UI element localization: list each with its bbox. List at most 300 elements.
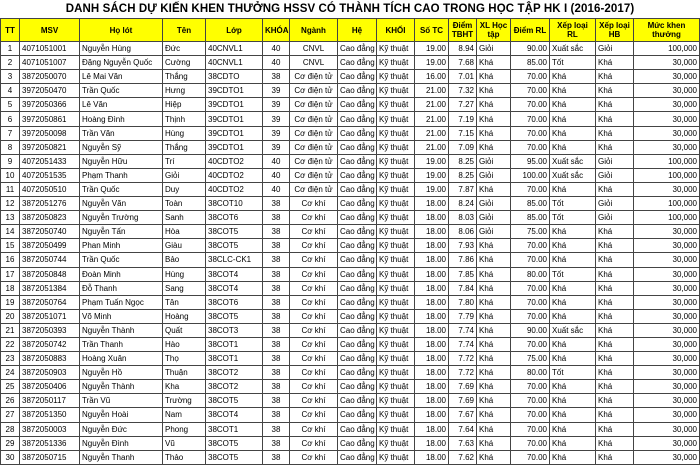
cell-diem-rl: 70.00 xyxy=(511,450,550,464)
cell-khoa: 38 xyxy=(263,70,290,84)
table-row xyxy=(1,267,700,281)
cell-diem-tbht: 8.25 xyxy=(449,168,477,182)
cell-so-tc: 18.00 xyxy=(415,211,449,225)
award-table xyxy=(0,18,700,465)
cell-khoa: 38 xyxy=(263,408,290,422)
cell-khoa: 38 xyxy=(263,323,290,337)
cell-ho-lot: Nguyễn Tấn xyxy=(80,225,163,239)
cell-tt: 18 xyxy=(1,281,20,295)
cell-khoi: Kỹ thuật xyxy=(377,112,415,126)
cell-tt: 24 xyxy=(1,366,20,380)
cell-xep-loai-hb: Khá xyxy=(596,408,634,422)
cell-tt: 29 xyxy=(1,436,20,450)
cell-msv: 3872050070 xyxy=(20,70,80,84)
cell-lop: 38COT2 xyxy=(206,366,263,380)
col-header-ten: Tên xyxy=(163,19,206,42)
cell-tt: 6 xyxy=(1,112,20,126)
cell-lop: 38COT4 xyxy=(206,281,263,295)
cell-xep-loai-rl: Khá xyxy=(550,182,596,196)
cell-khoi: Kỹ thuật xyxy=(377,380,415,394)
cell-diem-rl: 70.00 xyxy=(511,140,550,154)
cell-khoi: Kỹ thuật xyxy=(377,154,415,168)
col-header-nganh: Ngành xyxy=(290,19,338,42)
cell-tt: 9 xyxy=(1,154,20,168)
cell-tt: 26 xyxy=(1,394,20,408)
cell-ten: Vũ xyxy=(163,436,206,450)
cell-khoi: Kỹ thuật xyxy=(377,182,415,196)
table-row xyxy=(1,380,700,394)
cell-diem-rl: 70.00 xyxy=(511,126,550,140)
cell-khoa: 38 xyxy=(263,436,290,450)
cell-khoa: 40 xyxy=(263,42,290,56)
cell-nganh: Cơ khí xyxy=(290,253,338,267)
cell-diem-tbht: 7.69 xyxy=(449,380,477,394)
cell-msv: 3872051384 xyxy=(20,281,80,295)
cell-diem-tbht: 7.85 xyxy=(449,267,477,281)
cell-xep-loai-rl: Khá xyxy=(550,239,596,253)
cell-msv: 3872051276 xyxy=(20,197,80,211)
cell-xep-loai-rl: Khá xyxy=(550,352,596,366)
cell-diem-rl: 70.00 xyxy=(511,394,550,408)
cell-xep-loai-hb: Giỏi xyxy=(596,154,634,168)
cell-xep-loai-hb: Khá xyxy=(596,309,634,323)
cell-diem-rl: 70.00 xyxy=(511,182,550,196)
cell-he: Cao đẳng xyxy=(338,42,377,56)
cell-tt: 23 xyxy=(1,352,20,366)
cell-muc-khen-thuong: 100,000 xyxy=(634,42,700,56)
cell-so-tc: 18.00 xyxy=(415,408,449,422)
cell-muc-khen-thuong: 30,000 xyxy=(634,394,700,408)
table-row xyxy=(1,323,700,337)
cell-khoi: Kỹ thuật xyxy=(377,126,415,140)
cell-khoi: Kỹ thuật xyxy=(377,239,415,253)
cell-xl-hoc-tap: Khá xyxy=(477,422,511,436)
cell-muc-khen-thuong: 30,000 xyxy=(634,422,700,436)
cell-muc-khen-thuong: 30,000 xyxy=(634,70,700,84)
cell-lop: 39CDTO1 xyxy=(206,140,263,154)
cell-diem-tbht: 8.24 xyxy=(449,197,477,211)
cell-xl-hoc-tap: Khá xyxy=(477,323,511,337)
cell-diem-rl: 70.00 xyxy=(511,422,550,436)
table-row xyxy=(1,366,700,380)
cell-khoa: 38 xyxy=(263,309,290,323)
table-row xyxy=(1,450,700,464)
cell-ho-lot: Phạm Tuấn Ngọc xyxy=(80,295,163,309)
cell-khoa: 38 xyxy=(263,239,290,253)
col-header-diem-tbht: Điểm TBHT xyxy=(449,19,477,42)
cell-so-tc: 18.00 xyxy=(415,281,449,295)
cell-diem-tbht: 8.94 xyxy=(449,42,477,56)
cell-xl-hoc-tap: Giỏi xyxy=(477,42,511,56)
cell-ho-lot: Nguyễn Văn xyxy=(80,197,163,211)
cell-ho-lot: Trần Thanh xyxy=(80,337,163,351)
cell-nganh: Cơ điện tử xyxy=(290,112,338,126)
cell-lop: 40CDTO2 xyxy=(206,182,263,196)
cell-diem-tbht: 7.80 xyxy=(449,295,477,309)
cell-xl-hoc-tap: Khá xyxy=(477,70,511,84)
cell-xep-loai-rl: Khá xyxy=(550,380,596,394)
cell-msv: 3872051071 xyxy=(20,309,80,323)
cell-xep-loai-hb: Khá xyxy=(596,253,634,267)
cell-lop: 38COT2 xyxy=(206,380,263,394)
cell-tt: 21 xyxy=(1,323,20,337)
cell-xep-loai-rl: Khá xyxy=(550,436,596,450)
cell-ho-lot: Đặng Nguyễn Quốc xyxy=(80,56,163,70)
cell-xep-loai-rl: Khá xyxy=(550,394,596,408)
cell-msv: 4072051535 xyxy=(20,168,80,182)
cell-xep-loai-rl: Khá xyxy=(550,337,596,351)
cell-xep-loai-rl: Xuất sắc xyxy=(550,323,596,337)
cell-xep-loai-rl: Khá xyxy=(550,140,596,154)
cell-khoi: Kỹ thuật xyxy=(377,366,415,380)
cell-nganh: Cơ khí xyxy=(290,281,338,295)
table-row xyxy=(1,394,700,408)
cell-xep-loai-hb: Khá xyxy=(596,323,634,337)
cell-he: Cao đẳng xyxy=(338,98,377,112)
cell-ten: Duy xyxy=(163,182,206,196)
cell-xl-hoc-tap: Giỏi xyxy=(477,225,511,239)
cell-xep-loai-rl: Khá xyxy=(550,84,596,98)
cell-xep-loai-rl: Khá xyxy=(550,126,596,140)
cell-he: Cao đẳng xyxy=(338,84,377,98)
cell-ho-lot: Hoàng Xuân xyxy=(80,352,163,366)
cell-diem-tbht: 7.72 xyxy=(449,352,477,366)
cell-xep-loai-rl: Khá xyxy=(550,70,596,84)
cell-he: Cao đẳng xyxy=(338,239,377,253)
cell-ten: Trường xyxy=(163,394,206,408)
cell-nganh: Cơ điện tử xyxy=(290,70,338,84)
cell-tt: 30 xyxy=(1,450,20,464)
cell-khoi: Kỹ thuật xyxy=(377,56,415,70)
cell-msv: 3972050861 xyxy=(20,112,80,126)
cell-tt: 2 xyxy=(1,56,20,70)
cell-diem-tbht: 7.74 xyxy=(449,337,477,351)
cell-ho-lot: Lê Mai Văn xyxy=(80,70,163,84)
cell-msv: 4072051433 xyxy=(20,154,80,168)
cell-muc-khen-thuong: 30,000 xyxy=(634,323,700,337)
cell-diem-rl: 70.00 xyxy=(511,98,550,112)
cell-ten: Phong xyxy=(163,422,206,436)
cell-diem-tbht: 7.87 xyxy=(449,182,477,196)
cell-xl-hoc-tap: Khá xyxy=(477,436,511,450)
cell-xl-hoc-tap: Khá xyxy=(477,267,511,281)
cell-muc-khen-thuong: 30,000 xyxy=(634,84,700,98)
cell-tt: 7 xyxy=(1,126,20,140)
cell-so-tc: 18.00 xyxy=(415,267,449,281)
cell-tt: 4 xyxy=(1,84,20,98)
cell-he: Cao đẳng xyxy=(338,422,377,436)
cell-muc-khen-thuong: 30,000 xyxy=(634,140,700,154)
cell-xl-hoc-tap: Khá xyxy=(477,239,511,253)
cell-xl-hoc-tap: Khá xyxy=(477,281,511,295)
cell-khoa: 38 xyxy=(263,197,290,211)
cell-lop: 39CDTO1 xyxy=(206,126,263,140)
cell-msv: 3872050715 xyxy=(20,450,80,464)
cell-lop: 38CDTO xyxy=(206,70,263,84)
cell-so-tc: 19.00 xyxy=(415,56,449,70)
cell-tt: 15 xyxy=(1,239,20,253)
cell-msv: 4071051001 xyxy=(20,42,80,56)
cell-tt: 14 xyxy=(1,225,20,239)
cell-khoa: 38 xyxy=(263,366,290,380)
table-row xyxy=(1,168,700,182)
cell-khoa: 39 xyxy=(263,112,290,126)
cell-xep-loai-rl: Xuất sắc xyxy=(550,42,596,56)
cell-muc-khen-thuong: 30,000 xyxy=(634,295,700,309)
cell-khoa: 38 xyxy=(263,211,290,225)
cell-khoi: Kỹ thuật xyxy=(377,70,415,84)
cell-ho-lot: Phan Minh xyxy=(80,239,163,253)
cell-khoi: Kỹ thuật xyxy=(377,225,415,239)
col-header-lop: Lớp xyxy=(206,19,263,42)
table-row xyxy=(1,295,700,309)
cell-diem-rl: 70.00 xyxy=(511,380,550,394)
cell-he: Cao đẳng xyxy=(338,197,377,211)
cell-nganh: Cơ khí xyxy=(290,352,338,366)
col-header-tt: TT xyxy=(1,19,20,42)
cell-xl-hoc-tap: Khá xyxy=(477,56,511,70)
cell-he: Cao đẳng xyxy=(338,168,377,182)
cell-diem-tbht: 7.63 xyxy=(449,436,477,450)
cell-so-tc: 21.00 xyxy=(415,126,449,140)
cell-so-tc: 18.00 xyxy=(415,366,449,380)
cell-xep-loai-rl: Khá xyxy=(550,225,596,239)
table-row xyxy=(1,408,700,422)
cell-diem-rl: 90.00 xyxy=(511,42,550,56)
cell-nganh: Cơ khí xyxy=(290,380,338,394)
cell-tt: 11 xyxy=(1,182,20,196)
cell-xep-loai-rl: Khá xyxy=(550,112,596,126)
cell-khoi: Kỹ thuật xyxy=(377,197,415,211)
cell-so-tc: 18.00 xyxy=(415,323,449,337)
cell-xep-loai-hb: Khá xyxy=(596,337,634,351)
cell-diem-tbht: 8.03 xyxy=(449,211,477,225)
cell-ten: Đức xyxy=(163,42,206,56)
cell-diem-tbht: 7.09 xyxy=(449,140,477,154)
table-row xyxy=(1,337,700,351)
table-row xyxy=(1,84,700,98)
cell-nganh: Cơ khí xyxy=(290,295,338,309)
cell-ten: Cường xyxy=(163,56,206,70)
cell-xep-loai-hb: Khá xyxy=(596,56,634,70)
cell-ho-lot: Hoàng Đình xyxy=(80,112,163,126)
cell-xl-hoc-tap: Khá xyxy=(477,253,511,267)
cell-xep-loai-rl: Khá xyxy=(550,309,596,323)
cell-khoa: 38 xyxy=(263,422,290,436)
cell-lop: 38COT4 xyxy=(206,267,263,281)
cell-he: Cao đẳng xyxy=(338,323,377,337)
cell-muc-khen-thuong: 30,000 xyxy=(634,112,700,126)
cell-muc-khen-thuong: 30,000 xyxy=(634,253,700,267)
col-header-khoa: KHÓA xyxy=(263,19,290,42)
cell-ho-lot: Đoàn Minh xyxy=(80,267,163,281)
cell-diem-rl: 70.00 xyxy=(511,70,550,84)
cell-he: Cao đẳng xyxy=(338,182,377,196)
cell-muc-khen-thuong: 30,000 xyxy=(634,281,700,295)
cell-ho-lot: Nguyễn Đức xyxy=(80,422,163,436)
cell-msv: 3872050764 xyxy=(20,295,80,309)
cell-nganh: Cơ điện tử xyxy=(290,154,338,168)
cell-khoa: 38 xyxy=(263,253,290,267)
cell-so-tc: 18.00 xyxy=(415,225,449,239)
cell-ten: Kha xyxy=(163,380,206,394)
cell-ho-lot: Nguyễn Thanh xyxy=(80,450,163,464)
cell-xep-loai-hb: Khá xyxy=(596,70,634,84)
cell-msv: 3972050098 xyxy=(20,126,80,140)
cell-muc-khen-thuong: 30,000 xyxy=(634,98,700,112)
cell-msv: 3872050117 xyxy=(20,394,80,408)
col-header-msv: MSV xyxy=(20,19,80,42)
cell-xep-loai-hb: Khá xyxy=(596,366,634,380)
col-header-diem-rl: Điểm RL xyxy=(511,19,550,42)
cell-msv: 4071051007 xyxy=(20,56,80,70)
cell-diem-tbht: 7.84 xyxy=(449,281,477,295)
cell-msv: 3872050499 xyxy=(20,239,80,253)
cell-muc-khen-thuong: 30,000 xyxy=(634,225,700,239)
cell-xep-loai-hb: Khá xyxy=(596,126,634,140)
cell-xep-loai-hb: Khá xyxy=(596,281,634,295)
cell-xep-loai-hb: Khá xyxy=(596,140,634,154)
cell-khoa: 38 xyxy=(263,225,290,239)
cell-khoi: Kỹ thuật xyxy=(377,450,415,464)
cell-diem-tbht: 7.68 xyxy=(449,56,477,70)
cell-xep-loai-hb: Khá xyxy=(596,295,634,309)
cell-ten: Hưng xyxy=(163,84,206,98)
cell-lop: 38COT1 xyxy=(206,422,263,436)
cell-muc-khen-thuong: 30,000 xyxy=(634,126,700,140)
cell-khoi: Kỹ thuật xyxy=(377,408,415,422)
table-row xyxy=(1,56,700,70)
cell-nganh: Cơ khí xyxy=(290,309,338,323)
cell-xep-loai-rl: Tốt xyxy=(550,197,596,211)
cell-muc-khen-thuong: 30,000 xyxy=(634,182,700,196)
cell-he: Cao đẳng xyxy=(338,267,377,281)
cell-khoa: 38 xyxy=(263,394,290,408)
cell-khoa: 38 xyxy=(263,450,290,464)
cell-diem-rl: 95.00 xyxy=(511,154,550,168)
col-header-so-tc: Số TC xyxy=(415,19,449,42)
cell-ten: Hào xyxy=(163,337,206,351)
cell-so-tc: 19.00 xyxy=(415,168,449,182)
cell-xep-loai-rl: Khá xyxy=(550,281,596,295)
cell-khoi: Kỹ thuật xyxy=(377,267,415,281)
cell-muc-khen-thuong: 100,000 xyxy=(634,197,700,211)
cell-nganh: Cơ điện tử xyxy=(290,84,338,98)
cell-lop: 38COT3 xyxy=(206,323,263,337)
table-row xyxy=(1,42,700,56)
cell-he: Cao đẳng xyxy=(338,70,377,84)
cell-ten: Thịnh xyxy=(163,112,206,126)
cell-msv: 3872050744 xyxy=(20,253,80,267)
cell-khoa: 40 xyxy=(263,168,290,182)
table-row xyxy=(1,197,700,211)
cell-xep-loai-hb: Khá xyxy=(596,422,634,436)
cell-so-tc: 18.00 xyxy=(415,450,449,464)
cell-ho-lot: Phạm Thanh xyxy=(80,168,163,182)
cell-muc-khen-thuong: 30,000 xyxy=(634,450,700,464)
cell-msv: 3872050393 xyxy=(20,323,80,337)
cell-tt: 16 xyxy=(1,253,20,267)
table-row xyxy=(1,422,700,436)
cell-msv: 3872051336 xyxy=(20,436,80,450)
cell-xl-hoc-tap: Khá xyxy=(477,450,511,464)
cell-xep-loai-rl: Tốt xyxy=(550,267,596,281)
cell-msv: 4072050510 xyxy=(20,182,80,196)
cell-ten: Hoàng xyxy=(163,309,206,323)
cell-khoi: Kỹ thuật xyxy=(377,323,415,337)
cell-tt: 8 xyxy=(1,140,20,154)
cell-xep-loai-rl: Khá xyxy=(550,98,596,112)
cell-he: Cao đẳng xyxy=(338,112,377,126)
cell-msv: 3872050406 xyxy=(20,380,80,394)
cell-he: Cao đẳng xyxy=(338,225,377,239)
cell-xep-loai-hb: Khá xyxy=(596,450,634,464)
cell-xep-loai-rl: Khá xyxy=(550,450,596,464)
cell-nganh: CNVL xyxy=(290,42,338,56)
cell-muc-khen-thuong: 100,000 xyxy=(634,211,700,225)
table-row xyxy=(1,436,700,450)
cell-diem-tbht: 7.86 xyxy=(449,253,477,267)
cell-xl-hoc-tap: Khá xyxy=(477,309,511,323)
cell-xep-loai-rl: Khá xyxy=(550,253,596,267)
cell-lop: 39CDTO1 xyxy=(206,84,263,98)
cell-diem-rl: 85.00 xyxy=(511,56,550,70)
cell-diem-rl: 80.00 xyxy=(511,267,550,281)
cell-lop: 39CDTO1 xyxy=(206,98,263,112)
cell-khoi: Kỹ thuật xyxy=(377,309,415,323)
table-row xyxy=(1,112,700,126)
cell-xep-loai-hb: Khá xyxy=(596,267,634,281)
cell-xep-loai-rl: Khá xyxy=(550,295,596,309)
cell-so-tc: 21.00 xyxy=(415,140,449,154)
cell-so-tc: 16.00 xyxy=(415,70,449,84)
cell-diem-tbht: 7.62 xyxy=(449,450,477,464)
cell-lop: 40CNVL1 xyxy=(206,42,263,56)
cell-muc-khen-thuong: 100,000 xyxy=(634,168,700,182)
cell-khoi: Kỹ thuật xyxy=(377,168,415,182)
cell-ten: Thắng xyxy=(163,140,206,154)
cell-lop: 38COT6 xyxy=(206,211,263,225)
cell-he: Cao đẳng xyxy=(338,154,377,168)
cell-diem-rl: 70.00 xyxy=(511,295,550,309)
cell-muc-khen-thuong: 30,000 xyxy=(634,56,700,70)
cell-msv: 3972050470 xyxy=(20,84,80,98)
cell-xep-loai-rl: Tốt xyxy=(550,366,596,380)
cell-khoi: Kỹ thuật xyxy=(377,281,415,295)
cell-muc-khen-thuong: 30,000 xyxy=(634,366,700,380)
cell-diem-rl: 70.00 xyxy=(511,253,550,267)
cell-lop: 38COT5 xyxy=(206,394,263,408)
col-header-ho-lot: Họ lót xyxy=(80,19,163,42)
cell-nganh: Cơ khí xyxy=(290,225,338,239)
cell-tt: 10 xyxy=(1,168,20,182)
cell-so-tc: 18.00 xyxy=(415,352,449,366)
cell-ho-lot: Trần Văn xyxy=(80,126,163,140)
cell-xep-loai-rl: Khá xyxy=(550,408,596,422)
cell-nganh: Cơ điện tử xyxy=(290,168,338,182)
cell-khoa: 40 xyxy=(263,56,290,70)
cell-lop: 38COT6 xyxy=(206,295,263,309)
cell-nganh: Cơ điện tử xyxy=(290,140,338,154)
cell-so-tc: 21.00 xyxy=(415,98,449,112)
cell-ho-lot: Nguyễn Đình xyxy=(80,436,163,450)
cell-khoa: 38 xyxy=(263,295,290,309)
cell-he: Cao đẳng xyxy=(338,366,377,380)
header-row xyxy=(1,19,700,42)
cell-khoi: Kỹ thuật xyxy=(377,211,415,225)
cell-khoa: 39 xyxy=(263,140,290,154)
table-row xyxy=(1,352,700,366)
